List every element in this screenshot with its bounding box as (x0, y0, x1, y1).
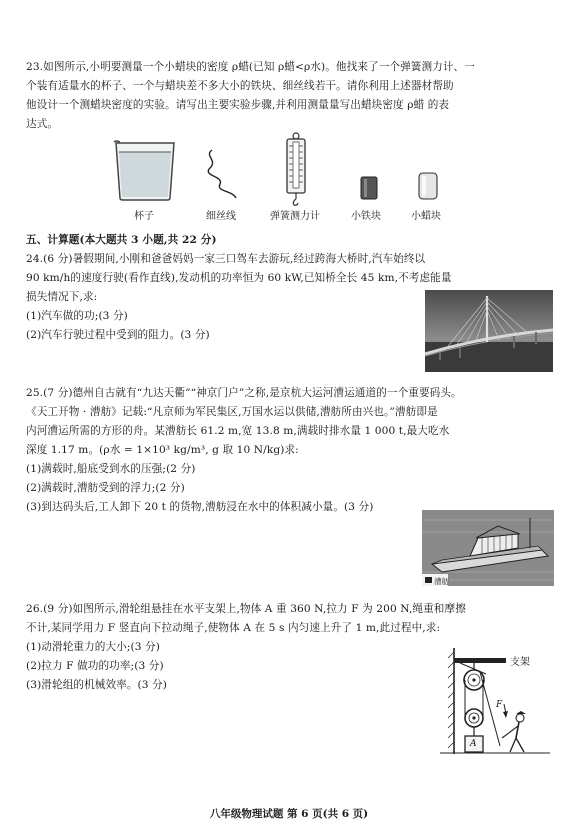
q23-line-4: 达式。 (26, 118, 59, 130)
section-5-heading (26, 231, 554, 250)
q25-line-2: 《天工开物 · 漕舫》记载:“凡京师为军民集区,万国水运以供储,漕舫所由兴也。”漕舫即是 (26, 406, 438, 418)
q24-sub-2: (2)汽车行驶过程中受到的阻力。(3 分) (26, 329, 210, 341)
iron-block-figure (360, 176, 378, 200)
cup-caption: 杯子 (134, 211, 154, 222)
q24-line-3: 损失情况下,求: (26, 291, 98, 303)
object-a-label: A (470, 739, 477, 749)
wax-block-caption: 小蜡块 (411, 211, 441, 222)
q25-line-4: 深度 1.17 m。(ρ水 = 1×10³ kg/m³, g 取 10 N/kg)求: (26, 444, 299, 456)
q26-sub-2: (2)拉力 F 做功的功率;(3 分) (26, 660, 164, 672)
question-25 (26, 384, 554, 517)
q26-sub-3: (3)滑轮组的机械效率。(3 分) (26, 679, 168, 691)
bridge-photo (425, 290, 553, 372)
q24-line-2: 90 km/h的速度行驶(看作直线),发动机的功率恒为 60 kW,已知桥全长 45 km,不考虑能量 (26, 272, 452, 284)
q25-sub-3: (3)到达码头后,工人卸下 20 t 的货物,漕舫浸在水中的体积减小量。(3 分) (26, 501, 374, 513)
q25-sub-1: (1)满载时,船底受到水的压强;(2 分) (26, 463, 196, 475)
cup-figure (112, 140, 178, 202)
q23-line-1: 23.如图所示,小明要测量一个小蜡块的密度 ρ蜡(已知 ρ蜡<ρ水)。他找来了一个弹簧测力计、一 (26, 61, 475, 73)
q25-sub-2: (2)满载时,漕舫受到的浮力;(2 分) (26, 482, 185, 494)
thread-figure (202, 148, 242, 200)
q24-line-1: 24.(6 分)暑假期间,小刚和爸爸妈妈一家三口驾车去游玩,经过跨海大桥时,汽车始终以 (26, 253, 426, 265)
q25-line-3: 内河漕运所需的方形的舟。某漕舫长 61.2 m,宽 13.8 m,满载时排水量 1 000 t,最大吃水 (26, 425, 450, 437)
q24-sub-1: (1)汽车做的功;(3 分) (26, 310, 128, 322)
spring-scale-figure (284, 132, 308, 206)
pulley-diagram (440, 648, 550, 756)
q26-line-2: 不计,某同学用力 F 竖直向下拉动绳子,使物体 A 在 5 s 内匀速上升了 1 m,此过程中,求: (26, 622, 441, 634)
wax-block-figure (418, 172, 438, 200)
q26-sub-1: (1)动滑轮重力的大小;(3 分) (26, 641, 160, 653)
iron-block-caption: 小铁块 (351, 211, 381, 222)
q26-line-1: 26.(9 分)如图所示,滑轮组悬挂在水平支架上,物体 A 重 360 N,拉力 F 为 200 N,绳重和摩擦 (26, 603, 466, 615)
page-footer: 八年级物理试题 第 6 页(共 6 页) (209, 808, 369, 820)
boat-illustration (422, 510, 554, 586)
question-23 (26, 58, 554, 134)
boat-caption: 漕舫 (434, 577, 449, 586)
force-label: F (496, 700, 503, 710)
q23-line-2: 个装有适量水的杯子、一个与蜡块差不多大小的铁块、细丝线若干。请你利用上述器材帮助 (26, 80, 454, 92)
q23-line-3: 他设计一个测蜡块密度的实验。请写出主要实验步骤,并利用测量量写出蜡块密度 ρ蜡 的表 (26, 99, 450, 111)
q25-line-1: 25.(7 分)德州自古就有“九达天衢”“神京门户”之称,是京杭大运河漕运通道的一个重要码头。 (26, 387, 462, 399)
thread-caption: 细丝线 (206, 211, 236, 222)
support-label: 支架 (510, 657, 530, 668)
spring-scale-caption: 弹簧测力计 (270, 211, 320, 222)
section-5-heading-text: 五、计算题(本大题共 3 小题,共 22 分) (26, 234, 217, 246)
